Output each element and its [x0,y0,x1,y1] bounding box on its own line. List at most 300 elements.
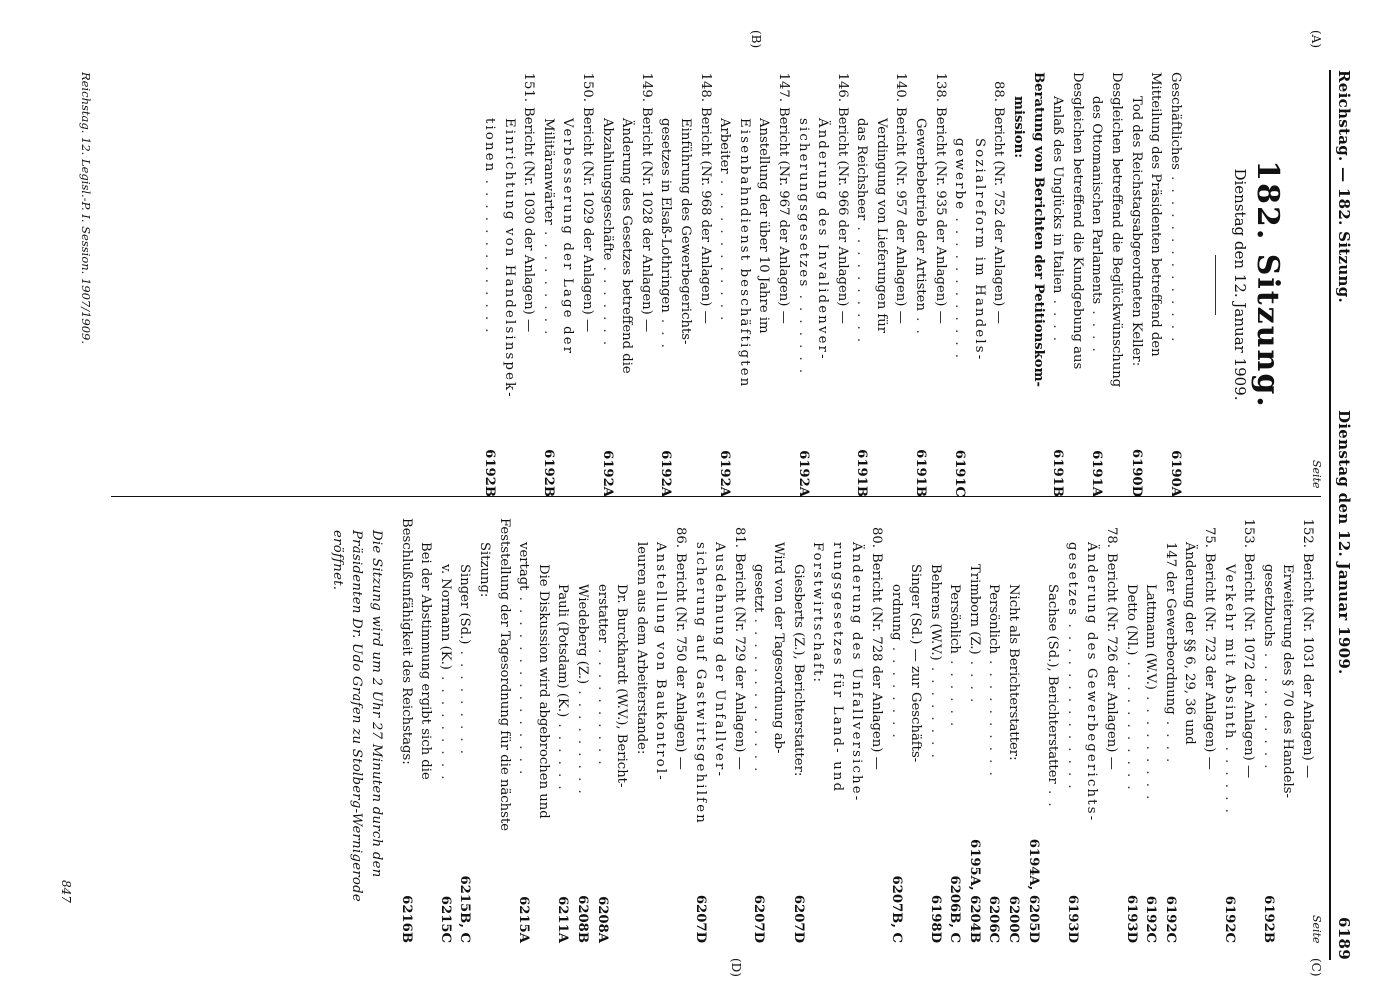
toc-entry [675,72,695,497]
toc-entry-label: Bericht (Nr. 1072 der Anlagen) — [1241,553,1257,779]
toc-entry-label: Änderung des Gesetzes betreffend die [619,118,635,374]
toc-entry-page: 6192B [482,449,498,497]
toc-entry-leader: . . . . . . . . [888,640,904,740]
column-mark-a: (A) [1309,30,1323,49]
toc-entry-label: Bei der Abstimmung ergibt sich die [418,542,434,780]
toc-entry [695,72,715,497]
toc-entry-leader: . . . . . . . . . [575,684,591,796]
toc-entry-text [1165,72,1185,441]
header-rule [1329,70,1331,960]
toc-entry [538,72,558,497]
toc-entry-number: 152. [1300,518,1315,548]
toc-entry-label: Bericht (Nr. 750 der Anlagen) — [673,553,688,770]
toc-entry-text [612,518,632,887]
toc-entry-text [455,518,475,871]
toc-entry [768,518,788,943]
toc-entry-label: Militäranwärter [540,118,556,225]
toc-entry-label: vertagt [516,542,532,591]
toc-entry-text [788,518,808,887]
toc-entry-page: 6207D [790,894,806,943]
footer-left: Reichstag. 12. Legisl.-P. I. Session. 1907/1909. [79,72,93,345]
toc-entry-text [519,72,539,441]
toc-entry [656,72,676,497]
toc-entry-page: 6208A [594,896,610,943]
toc-entry-text [636,72,656,441]
toc-entry-page: 6192B [1260,895,1276,943]
toc-entry [416,518,436,943]
toc-entry-leader: . . . . . . . . . [457,644,473,756]
toc-entry [925,518,945,943]
toc-entry-number: 150. [580,72,595,102]
toc-entry [813,72,833,497]
toc-entry-text [734,72,754,441]
toc-entry-text [852,72,872,441]
toc-entry [670,518,690,943]
toc-entry-text [808,518,828,887]
toc-entry-leader: . . . . . . [1221,740,1237,815]
toc-entry [577,72,597,497]
toc-entry-number: 147. [775,72,791,102]
toc-entry-text [930,72,950,441]
toc-entry-label: Änderung des Gewerbegerichts- [1084,542,1100,823]
toc-entry-label: Einführung des Gewerbegerichts- [677,118,693,345]
toc-entry-label: Wird von der Tagesordnung ab- [770,542,786,754]
toc-entry-page: 6191A [1089,450,1105,497]
toc-entry [1160,518,1180,943]
toc-entry-text [871,72,891,441]
toc-entry-text [533,518,553,887]
toc-entry-leader: . . . . . . . . . . . . . . . [516,590,532,777]
toc-entry-label: Änderung des Invalidenver- [815,118,831,361]
toc-entry-leader: . . . . [1089,304,1105,354]
toc-entry-number: 86. [673,527,688,548]
title-rule [1215,255,1216,315]
toc-entry-text [925,518,945,887]
toc-entry-page: 6192C [1162,895,1178,943]
toc-entry [847,518,867,943]
toc-entry-label: Abzahlungsgeschäfte [599,118,615,261]
toc-entry-label: 147 der Gewerbeordnung [1162,542,1178,715]
toc-entry-text [1062,518,1082,887]
toc-entry-number: 81. [731,527,747,548]
toc-entry-text [695,72,715,441]
toc-entry [754,72,774,497]
toc-entry-text [886,518,906,871]
toc-entry [592,518,612,943]
toc-entry-text [651,518,671,887]
toc-entry [612,518,632,943]
toc-entry-text [866,518,886,887]
toc-entry [886,518,906,943]
toc-entry-text [911,72,931,441]
left-toc-list [479,72,1184,497]
toc-entry-text [592,518,612,887]
toc-entry [964,518,984,943]
toc-entry-leader: . . . . . . . . . [437,669,453,782]
toc-entry-label: tionen [482,118,498,174]
toc-entry-text [1008,72,1028,441]
toc-entry-label: gesetzes [1064,542,1080,618]
toc-entry-page: 6192A [717,450,733,497]
toc-entry-leader: . . . . . . . . . . [986,653,1002,778]
toc-entry-text [670,518,690,887]
toc-entry-page: 6216B [398,895,414,943]
session-title: 182. Sitzung. [1250,160,1285,409]
toc-entry-leader: . . . . . . . . . [1143,689,1159,802]
toc-entry-text [1146,72,1166,441]
right-column [327,518,1317,943]
toc-entry [832,72,852,497]
toc-entry-text [499,72,519,441]
toc-entry-text [827,518,847,887]
toc-entry [852,72,872,497]
toc-entry [1297,518,1317,943]
toc-entry-text [813,72,833,441]
toc-entry-leader: . . . . . . [947,653,963,729]
toc-entry-label: Dr. Burckhardt (W.V.), Bericht- [614,584,630,788]
toc-entry-text [832,72,852,441]
toc-entry-text [1239,518,1259,887]
toc-entry-leader: . . . . . . . . . . . [1123,655,1139,792]
toc-entry [1101,518,1121,943]
toc-entry-label: Bericht (Nr. 968 der Anlagen) — [697,107,713,324]
toc-entry-text [1048,72,1068,441]
toc-entry-text [553,518,573,887]
toc-entry-leader: . . [1045,783,1061,809]
toc-entry-label: Wiedeberg (Z.) [575,584,591,685]
toc-entry-page: 6211A [555,896,571,943]
toc-entry-number: 138. [932,72,948,102]
toc-entry-number: 151. [521,72,537,102]
toc-entry-page: 6195A, 6204B [966,839,982,943]
toc-entry-label: Nicht als Berichterstatter: [1006,584,1022,761]
toc-entry-leader: . . . . . . . . . . . . [952,211,968,360]
toc-entry-text [1258,518,1278,887]
toc-entry-label: Bericht (Nr. 1031 der Anlagen) — [1300,553,1315,779]
toc-entry-label: Singer (Sd.) [457,564,473,645]
right-toc-list [396,518,1317,943]
toc-entry-label: v. Normann (K.) [437,564,453,670]
toc-entry-leader: . . . . . . . . . . [1260,646,1276,771]
toc-entry [773,72,793,497]
toc-entry-text [891,72,911,441]
toc-entry-label: Verdingung von Lieferungen für [873,118,889,334]
toc-entry-text [984,518,1004,887]
toc-entry-text [558,72,578,441]
toc-entry-leader: . . . . [966,654,982,705]
toc-entry [1062,518,1082,943]
toc-entry-text [1087,72,1107,441]
toc-entry-text [715,72,735,441]
toc-entry-number: 140. [893,72,909,102]
toc-entry-label: Desgleichen betreffend die Beglückwünschung [1109,72,1125,388]
toc-entry-label: Sitzung: [477,542,493,598]
toc-entry-text [906,518,926,887]
toc-entry [891,72,911,497]
toc-entry-label: Desgleichen betreffend die Kundgebung aus [1069,72,1085,370]
toc-entry [749,518,769,943]
toc-entry-number: 80. [868,527,884,548]
toc-entry-label: Anlaß des Unglücks in Italien [1050,96,1066,294]
toc-entry-leader: . . . . . . . . [927,660,943,760]
toc-entry-text [1043,518,1063,887]
toc-entry [984,518,1004,943]
toc-entry-label: Feststellung der Tagesordnung für die nächste [496,518,512,832]
toc-entry-text [1067,72,1087,441]
toc-entry [945,518,965,943]
toc-entry [455,518,475,943]
toc-entry [1008,72,1028,497]
toc-entry-label: Änderung des Unfallversiche- [849,542,865,803]
toc-entry [514,518,534,943]
toc-entry [636,72,656,497]
toc-entry-text [416,518,436,887]
toc-entry-text [1297,518,1317,887]
toc-entry-text [1121,518,1141,887]
toc-entry [1141,518,1161,943]
toc-entry-label: Persönlich [986,584,1002,654]
toc-entry [1180,518,1200,943]
toc-entry-text [1101,518,1121,887]
toc-entry-text [1004,518,1024,887]
toc-entry-page: 6190A [1167,450,1183,497]
toc-entry-label: Ausdehnung der Unfallver- [712,542,728,779]
toc-entry [871,72,891,497]
toc-entry-text [690,518,710,887]
toc-entry-page: 6193D [1064,894,1080,943]
toc-entry-label: des Ottomanischen Parlaments [1089,96,1105,305]
toc-entry-label: Mitteilung des Präsidenten betreffend den [1148,72,1164,357]
toc-entry-label: sicherung auf Gastwirtsgehilfen [692,542,708,825]
toc-entry-label: Behrens (W.V.) [927,564,943,661]
toc-entry [1239,518,1259,943]
toc-entry-text [494,518,514,887]
toc-entry-page: 6191B [1050,449,1066,497]
column-mark-d: (D) [729,958,743,977]
toc-entry-page: 6206B, C [947,875,963,943]
toc-entry [1165,72,1185,497]
toc-entry [1121,518,1141,943]
toc-entry-leader: . . . . . . [555,717,571,792]
toc-entry-page: 6192A [658,450,674,497]
toc-entry [1023,518,1043,943]
toc-entry-text [435,518,455,887]
toc-entry-text [656,72,676,441]
toc-entry [617,72,637,497]
toc-entry [519,72,539,497]
toc-entry-label: Bericht (Nr. 1028 der Anlagen) — [638,107,654,333]
toc-entry-leader: . . . . . . . . . [540,224,556,337]
toc-entry [793,72,813,497]
toc-entry-label: Singer (Sd.) — zur Geschäfts- [908,564,924,763]
toc-entry-text [479,72,499,441]
seite-label-right: Seite [1310,915,1323,944]
toc-entry-text [989,72,1009,441]
toc-entry-text [950,72,970,441]
toc-entry [1146,72,1166,497]
toc-entry-text [538,72,558,441]
toc-entry-label: Bericht (Nr. 966 der Anlagen) — [834,107,850,324]
toc-entry-text [1126,72,1146,441]
toc-entry-text [793,72,813,441]
toc-entry [989,72,1009,497]
toc-entry-number: 153. [1241,518,1257,548]
toc-entry-label: Änderung der §§ 6, 29, 36 und [1182,542,1198,745]
toc-entry-text [577,72,597,441]
toc-entry [479,72,499,497]
toc-entry [1278,518,1298,943]
toc-entry-page: 6200C [1006,895,1022,943]
toc-entry-text [396,518,416,887]
toc-entry-label: Sachse (Sd.), Berichterstatter [1045,584,1061,784]
toc-entry-number: 75. [1202,527,1218,548]
toc-entry-page: 6191B [913,449,929,497]
toc-entry [553,518,573,943]
toc-entry-leader: . . [913,310,929,336]
toc-entry-leader: . . . . . . . . . . . . . . [1167,169,1183,344]
toc-entry-leader: . . . . . . . . . . . . . [751,612,767,774]
toc-entry-number: 149. [638,72,654,102]
toc-entry-number: 78. [1104,527,1120,548]
toc-entry-leader: . . . . . . . . . . [594,642,610,767]
toc-entry-text [631,518,651,887]
toc-entry [1043,518,1063,943]
toc-entry [1199,518,1219,943]
toc-entry-text [572,518,592,887]
toc-entry [558,72,578,497]
toc-entry-label: Bericht (Nr. 935 der Anlagen) — [932,107,948,324]
toc-entry [808,518,828,943]
toc-entry-text [1180,518,1200,887]
toc-entry-page: 6192A [795,450,811,497]
toc-entry-text [969,72,989,441]
page-number: 6189 [1335,917,1353,960]
toc-entry-text [514,518,534,887]
toc-entry-label: Anstellung von Baukontrol- [653,542,669,782]
toc-entry [866,518,886,943]
toc-entry-number: 88. [991,81,1007,102]
toc-entry-text [754,72,774,441]
toc-entry-page: 6198D [927,894,943,943]
toc-entry-label: Beratung von Berichten der Petitionskom- [1030,72,1046,387]
toc-entry-label: Bericht (Nr. 1029 der Anlagen) — [580,107,595,333]
toc-entry-leader: : [1128,361,1144,369]
toc-entry-label: Giesberts (Z.), Berichterstatter: [790,564,806,777]
toc-entry [1087,72,1107,497]
toc-entry [906,518,926,943]
toc-entry [631,518,651,943]
toc-entry-label: Sozialreform im Handels- [971,138,987,362]
toc-entry-number: 148. [697,72,713,102]
toc-entry-page: 6207D [751,894,767,943]
toc-entry-text [1106,72,1126,441]
toc-entry-text [1199,518,1219,887]
toc-entry-label: Trimborn (Z.) [966,564,982,655]
toc-entry-label: leuren aus dem Arbeiterstande: [633,542,649,755]
toc-entry-label: Bericht (Nr. 728 der Anlagen) — [868,553,884,770]
toc-entry-page: 6191B [854,449,870,497]
toc-entry-text [945,518,965,871]
closing-paragraph: Die Sitzung wird um 2 Uhr 27 Minuten durch den Präsidenten Dr. Udo Grafen zu Stolberg-Wernigerode eröffnet. [329,530,385,903]
toc-entry [651,518,671,943]
toc-entry [715,72,735,497]
toc-entry-label: Bericht (Nr. 967 der Anlagen) — [775,107,791,324]
toc-entry-label: Bericht (Nr. 752 der Anlagen) — [991,107,1007,324]
toc-entry-label: Die Diskussion wird abgebrochen und [535,564,551,819]
toc-entry-label: Lattmann (W.V.) [1143,584,1159,690]
toc-entry-text [847,518,867,887]
toc-entry-label: Einrichtung von Handelsinspek- [501,118,517,399]
toc-entry [911,72,931,497]
toc-entry-page: 6192A [599,450,615,497]
toc-entry [396,518,416,943]
toc-entry-leader: . . . . . . . [795,288,811,376]
toc-entry [1106,72,1126,497]
toc-entry-label: Verkehr mit Absinth [1221,564,1237,741]
toc-entry-leader: . . . [658,312,674,350]
toc-entry-text [768,518,788,887]
toc-entry [1048,72,1068,497]
toc-entry-leader: . . . . . . . . . . . . [717,173,733,323]
toc-entry-page: 6191C [952,449,968,497]
header-center: Dienstag den 12. Januar 1909. [1335,410,1353,675]
toc-entry-page: 6194A, 6205D [1025,838,1041,943]
toc-entry-label: Eisenbahndienst beschäftigten [736,118,752,389]
toc-entry [969,72,989,497]
toc-entry-leader: . . . . . . . [599,260,615,348]
toc-entry-label: Anstellung der über 10 Jahre im [756,118,772,334]
toc-entry-page: 6190D [1128,448,1144,497]
toc-entry-label: Beschlußunfähigkeit des Reichstags: [398,518,414,765]
toc-entry-label: das Reichsheer [854,118,870,221]
toc-entry [788,518,808,943]
toc-entry-label: Persönlich [947,584,963,654]
toc-entry-text [1028,72,1048,441]
toc-entry [930,72,950,497]
toc-entry-page: 6215A [516,896,532,943]
toc-entry-text [1219,518,1239,887]
toc-entry [1067,72,1087,497]
toc-entry-label: ordnung [888,584,904,641]
toc-entry-label: Erweiterung des § 70 des Handels- [1280,564,1296,798]
toc-entry-label: gesetzt [751,564,767,613]
toc-entry [499,72,519,497]
toc-entry-label: Bericht (Nr. 957 der Anlagen) — [893,107,909,324]
toc-entry-leader: . . . . . . . . . . [854,220,870,345]
toc-entry-page: 6206C [986,895,1002,943]
header-left: Reichstag. — 182. Sitzung. [1335,70,1353,304]
toc-entry [1219,518,1239,943]
toc-entry-label: mission: [1011,96,1027,159]
toc-entry-label: Bericht (Nr. 1030 der Anlagen) — [521,107,537,333]
toc-entry-text [773,72,793,441]
toc-entry-label: Bericht (Nr. 726 der Anlagen) — [1104,553,1120,770]
column-mark-c: (C) [1309,958,1323,977]
toc-entry-label: Verbesserung der Lage der [560,118,576,356]
toc-entry-label: Forstwirtschaft: [810,542,826,685]
toc-entry-label: erstatter [594,584,610,643]
toc-entry [1004,518,1024,943]
toc-entry [572,518,592,943]
toc-entry-page: 6207D [692,894,708,943]
toc-entry-label: rungsgesetzes für Land- und [829,542,845,794]
toc-entry [533,518,553,943]
column-mark-b: (B) [749,30,763,49]
left-column [479,72,1317,497]
toc-entry-text [675,72,695,441]
toc-entry-page: 6215C [437,895,453,943]
toc-entry-page: 6207B, C [888,875,904,943]
